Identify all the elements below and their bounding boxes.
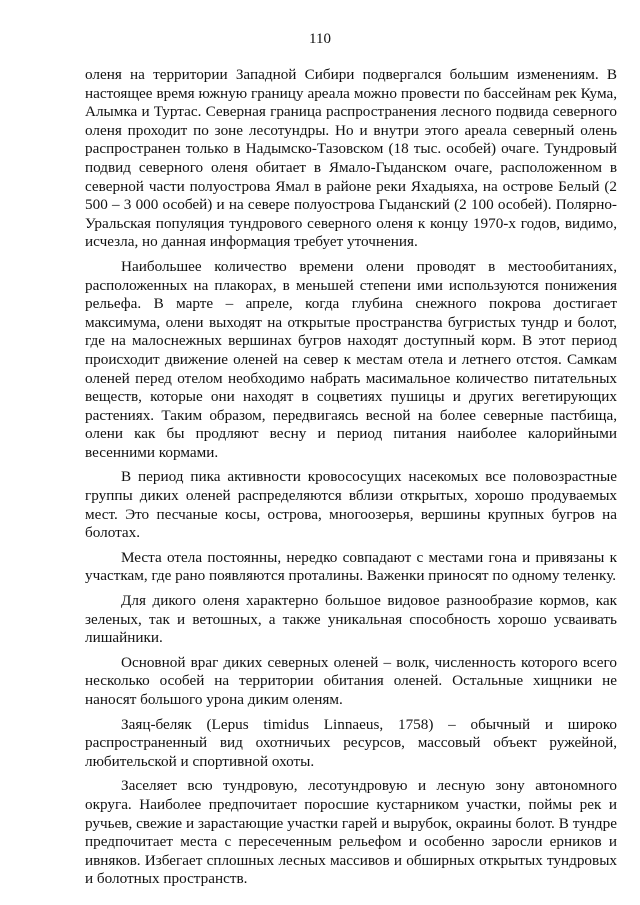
paragraph: Заселяет всю тундровую, лесотундровую и лесную зону автономного округа. Наиболее предпочитает поросшие кустарником участки, поймы рек и ручьев, свежие и зарастающие участки гарей и вырубок, окраины болот. В тундре предпочитает места с пересеченным рельефом и особенно заросли ерников и ивняков. Избегает сплошных лесных массивов и обширных открытых тундровых и болотных пространств.: [85, 777, 617, 888]
paragraph: Основной враг диких северных оленей – волк, численность которого всего несколько особей на территории обитания оленей. Остальные хищники не наносят большого урона диким оленям.: [85, 653, 617, 708]
paragraph: Для дикого оленя характерно большое видовое разнообразие кормов, как зеленых, так и ветошных, а также уникальная способность хорошо усваивать лишайники.: [85, 592, 617, 647]
paragraph: Заяц-беляк (Lepus timidus Linnaeus, 1758) – обычный и широко распространенный вид охотничьих ресурсов, массовый объект ружейной, любительской и спортивной охоты.: [85, 715, 617, 770]
document-body: [85, 66, 617, 895]
page-number: 110: [309, 31, 331, 47]
paragraph: Места отела постоянны, нередко совпадают с местами гона и привязаны к участкам, где рано появляются проталины. Важенки приносят по одному теленку.: [85, 548, 617, 585]
paragraph: Наибольшее количество времени олени проводят в местообитаниях, расположенных на плакорах, в меньшей степени ими используются понижения рельефа. В марте – апреле, когда глубина снежного покрова достигает максимума, олени выходят на открытые пространства бугристых тундр и болот, где на малоснежных вершинах бугров находят доступный корм. В этот период происходит движение оленей на север к местам отела и летнего отстоя. Самкам оленей перед отелом необходимо набрать масимальное количество питательных веществ, которые они находят в соцветиях пушицы и других вегетирующих растениях. Таким образом, передвигаясь весной на более северные пастбища, олени как бы продляют весну и период питания наиболее калорийными весенними кормами.: [85, 257, 617, 461]
paragraph: В период пика активности кровососущих насекомых все половозрастные группы диких оленей распределяются вблизи открытых, хорошо продуваемых мест. Это песчаные косы, острова, многоозерья, вершины крупных бугров на болотах.: [85, 468, 617, 542]
paragraph: оленя на территории Западной Сибири подвергался большим изменениям. В настоящее время южную границу ареала можно провести по бассейнам рек Кума, Алымка и Туртас. Северная граница распространения лесного подвида северного оленя проходит по зоне лесотундры. Но и внутри этого ареала северный олень распространен только в Надымско-Тазовском (18 тыс. особей) очаге. Тундровый подвид северного оленя обитает в Ямало-Гыданском очаге, расположенном в северной части полуострова Ямал в районе реки Яхадыяха, на острове Белый (2 500 – 3 000 особей) и на севере полуострова Гыданский (2 100 особей). Полярно-Уральская популяция тундрового северного оленя к концу 1970-х годов, видимо, исчезла, но данная информация требует уточнения.: [85, 66, 617, 251]
